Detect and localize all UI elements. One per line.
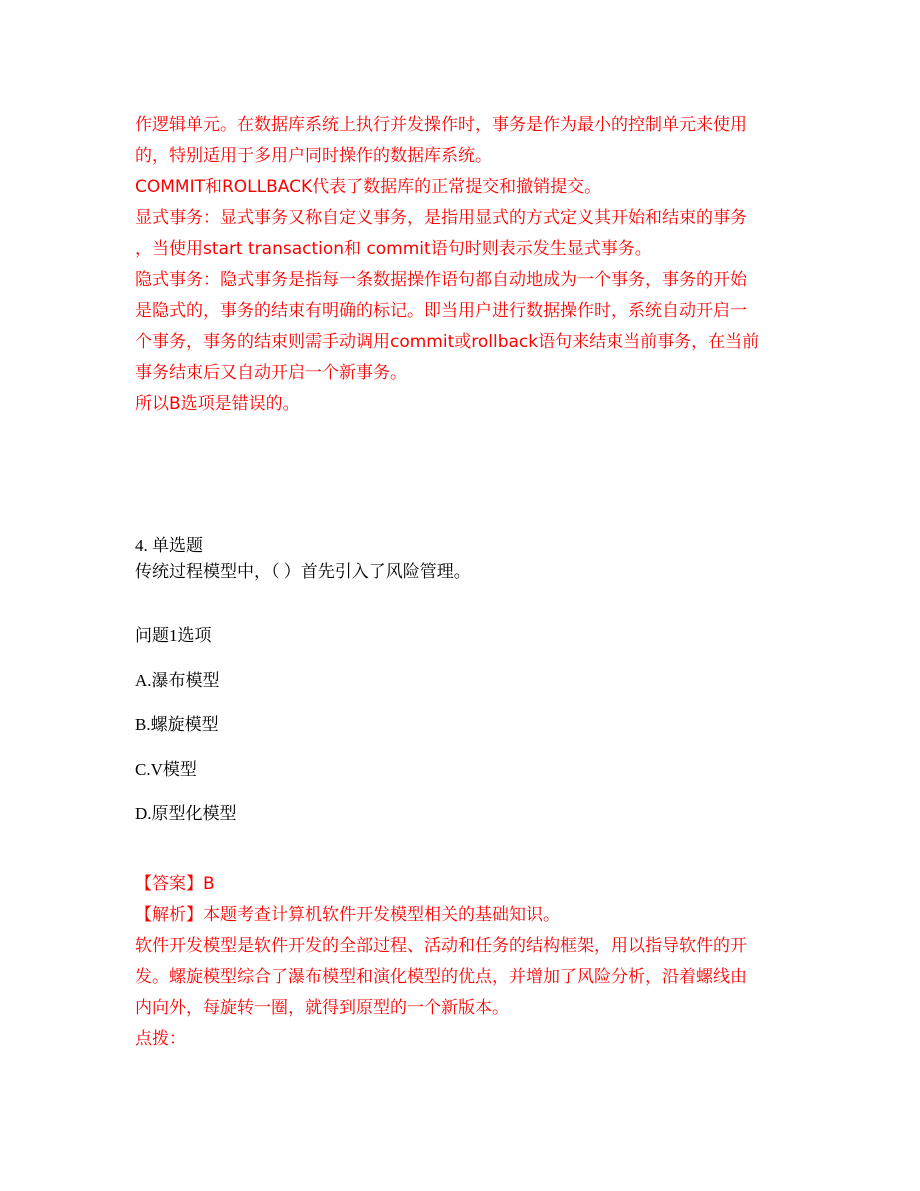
hint-line: 点拨： <box>135 1029 186 1049</box>
analysis-line: 内向外，每旋转一圈，就得到原型的一个新版本。 <box>135 998 509 1018</box>
question-stem: 传统过程模型中，（ ）首先引入了风险管理。 <box>135 562 471 581</box>
explanation-line: 是隐式的，事务的结束有明确的标记。即当用户进行数据操作时，系统自动开启一 <box>135 301 747 321</box>
explanation-line: 作逻辑单元。在数据库系统上执行并发操作时，事务是作为最小的控制单元来使用 <box>135 115 747 135</box>
option-a: A.瀑布模型 <box>135 671 220 690</box>
explanation-block-1 <box>135 110 790 420</box>
explanation-line: 显式事务：显式事务又称自定义事务，是指用显式的方式定义其开始和结束的事务 <box>135 208 747 228</box>
explanation-line: 事务结束后又自动开启一个新事务。 <box>135 363 407 383</box>
analysis-line: 发。螺旋模型综合了瀑布模型和演化模型的优点，并增加了风险分析，沿着螺线由 <box>135 967 747 987</box>
option-c: C.V模型 <box>135 760 197 779</box>
options-header: 问题1选项 <box>135 626 212 645</box>
option-d: D.原型化模型 <box>135 804 237 823</box>
explanation-line: 隐式事务：隐式事务是指每一条数据操作语句都自动地成为一个事务，事务的开始 <box>135 270 747 290</box>
explanation-line: 个事务，事务的结束则需手动调用commit或rollback语句来结束当前事务，在当前 <box>135 332 760 352</box>
explanation-line: 的，特别适用于多用户同时操作的数据库系统。 <box>135 146 492 166</box>
analysis-line: 【解析】本题考查计算机软件开发模型相关的基础知识。 <box>135 905 560 925</box>
answer-line: 【答案】B <box>135 874 215 894</box>
question-number-type: 4. 单选题 <box>135 536 203 555</box>
explanation-line: COMMIT和ROLLBACK代表了数据库的正常提交和撤销提交。 <box>135 177 602 197</box>
option-b: B.螺旋模型 <box>135 715 219 734</box>
answer-block <box>135 869 790 1055</box>
explanation-line: ，当使用start transaction和 commit语句时则表示发生显式事务。 <box>135 239 652 259</box>
analysis-line: 软件开发模型是软件开发的全部过程、活动和任务的结构框架，用以指导软件的开 <box>135 936 747 956</box>
explanation-line: 所以B选项是错误的。 <box>135 394 300 414</box>
